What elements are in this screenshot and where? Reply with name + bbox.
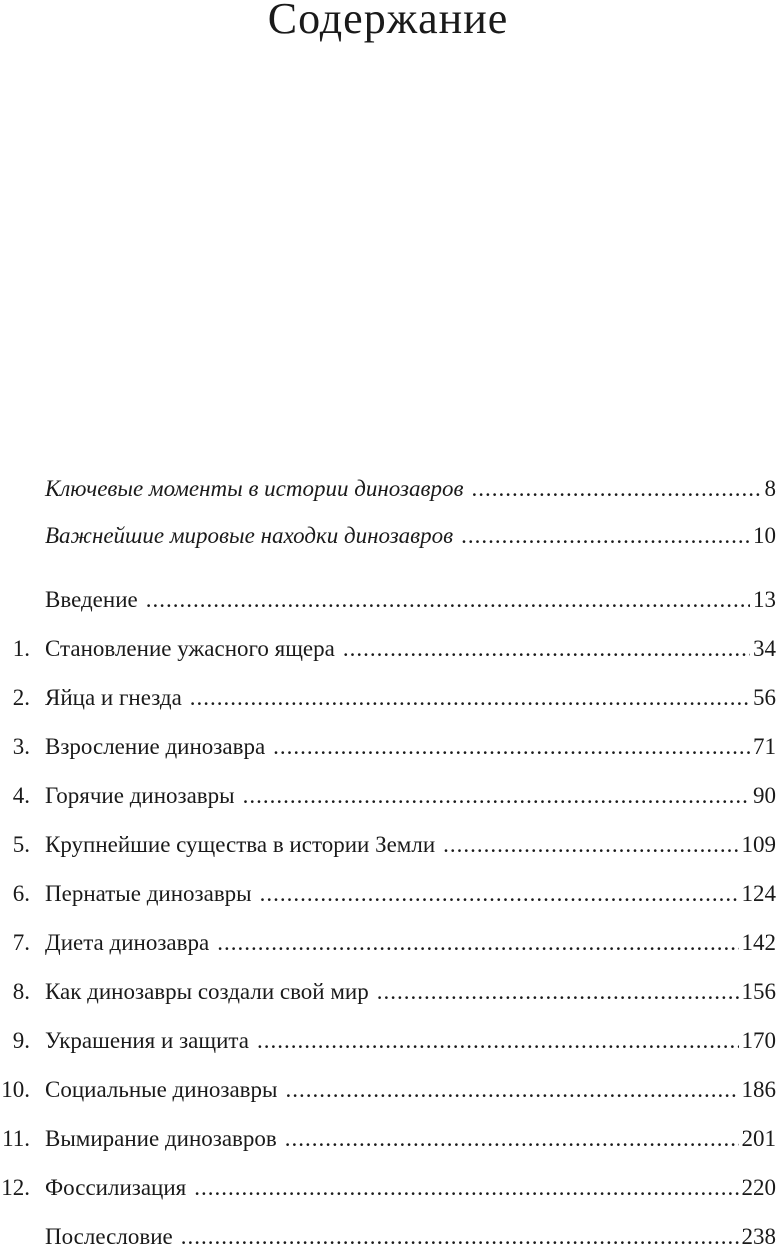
dot-leader [181,1222,739,1252]
chapter-number: 11. [0,1124,30,1154]
chapter-number: 4. [0,781,30,811]
dot-leader [461,521,750,551]
toc-entry-chapter-3[interactable] [0,732,776,762]
toc-entry-chapter-4[interactable] [0,781,776,811]
toc-entry-afterword[interactable] [0,1222,776,1252]
dot-leader [260,879,739,909]
toc-entry-label: Послесловие [45,1222,173,1252]
toc-entry-label: Яйца и гнезда [45,683,182,713]
chapter-number: 8. [0,977,30,1007]
chapter-number: 5. [0,830,30,860]
toc-entry-page: 170 [742,1026,776,1056]
toc-entry-label: Ключевые моменты в истории динозавров [45,474,463,504]
toc-entry-chapter-10[interactable] [0,1075,776,1105]
dot-leader [285,1124,739,1154]
toc-entry-chapter-1[interactable] [0,634,776,664]
toc-entry-label: Важнейшие мировые находки динозавров [45,521,453,551]
toc-entry-label: Украшения и защита [45,1026,249,1056]
toc-entry-label: Горячие динозавры [45,781,235,811]
chapter-number: 7. [0,928,30,958]
toc-entry-label: Фоссилизация [45,1173,186,1203]
toc-entry-label: Взросление динозавра [45,732,265,762]
toc-entry-label: Пернатые динозавры [45,879,252,909]
dot-leader [194,1173,738,1203]
dot-leader [471,474,761,504]
chapter-number: 12. [0,1173,30,1203]
toc-entry-chapter-11[interactable] [0,1124,776,1154]
chapter-number: 9. [0,1026,30,1056]
toc-entry-page: 201 [742,1124,776,1154]
toc-entry-label: Введение [45,585,138,615]
dot-leader [217,928,738,958]
toc-entry-chapter-12[interactable] [0,1173,776,1203]
toc-entry-page: 56 [753,683,776,713]
toc-entry-page: 90 [753,781,776,811]
toc-entry-label: Вымирание динозавров [45,1124,277,1154]
toc-entry-chapter-2[interactable] [0,683,776,713]
toc-entry-label: Как динозавры создали свой мир [45,977,369,1007]
toc-entry-chapter-5[interactable] [0,830,776,860]
toc-entry-page: 186 [742,1075,776,1105]
page-title: Содержание [0,0,776,44]
toc-entry-page: 8 [765,474,776,504]
toc-entry-page: 238 [742,1222,776,1252]
toc-entry-key-moments[interactable] [0,474,776,504]
dot-leader [285,1075,738,1105]
dot-leader [377,977,739,1007]
toc-entry-page: 142 [742,928,776,958]
toc-entry-world-finds[interactable] [0,521,776,551]
toc-entry-label: Диета динозавра [45,928,209,958]
toc-entry-page: 220 [742,1173,776,1203]
toc-entry-chapter-6[interactable] [0,879,776,909]
toc-entry-page: 34 [753,634,776,664]
toc-entry-label: Крупнейшие существа в истории Земли [45,830,435,860]
dot-leader [257,1026,739,1056]
toc-entry-chapter-8[interactable] [0,977,776,1007]
toc-entry-page: 71 [753,732,776,762]
toc-entry-chapter-7[interactable] [0,928,776,958]
chapter-number: 2. [0,683,30,713]
dot-leader [343,634,750,664]
chapter-number: 10. [0,1075,30,1105]
toc-entry-label: Социальные динозавры [45,1075,277,1105]
dot-leader [146,585,750,615]
dot-leader [273,732,750,762]
toc-entry-page: 124 [742,879,776,909]
toc-entry-chapter-9[interactable] [0,1026,776,1056]
toc-entry-introduction[interactable] [0,585,776,615]
dot-leader [243,781,750,811]
chapter-number: 1. [0,634,30,664]
toc-entry-label: Становление ужасного ящера [45,634,335,664]
chapter-number: 3. [0,732,30,762]
toc-entry-page: 156 [742,977,776,1007]
chapter-number: 6. [0,879,30,909]
toc-entry-page: 13 [753,585,776,615]
toc-entry-page: 10 [753,521,776,551]
toc-entry-page: 109 [742,830,776,860]
dot-leader [443,830,738,860]
dot-leader [190,683,750,713]
